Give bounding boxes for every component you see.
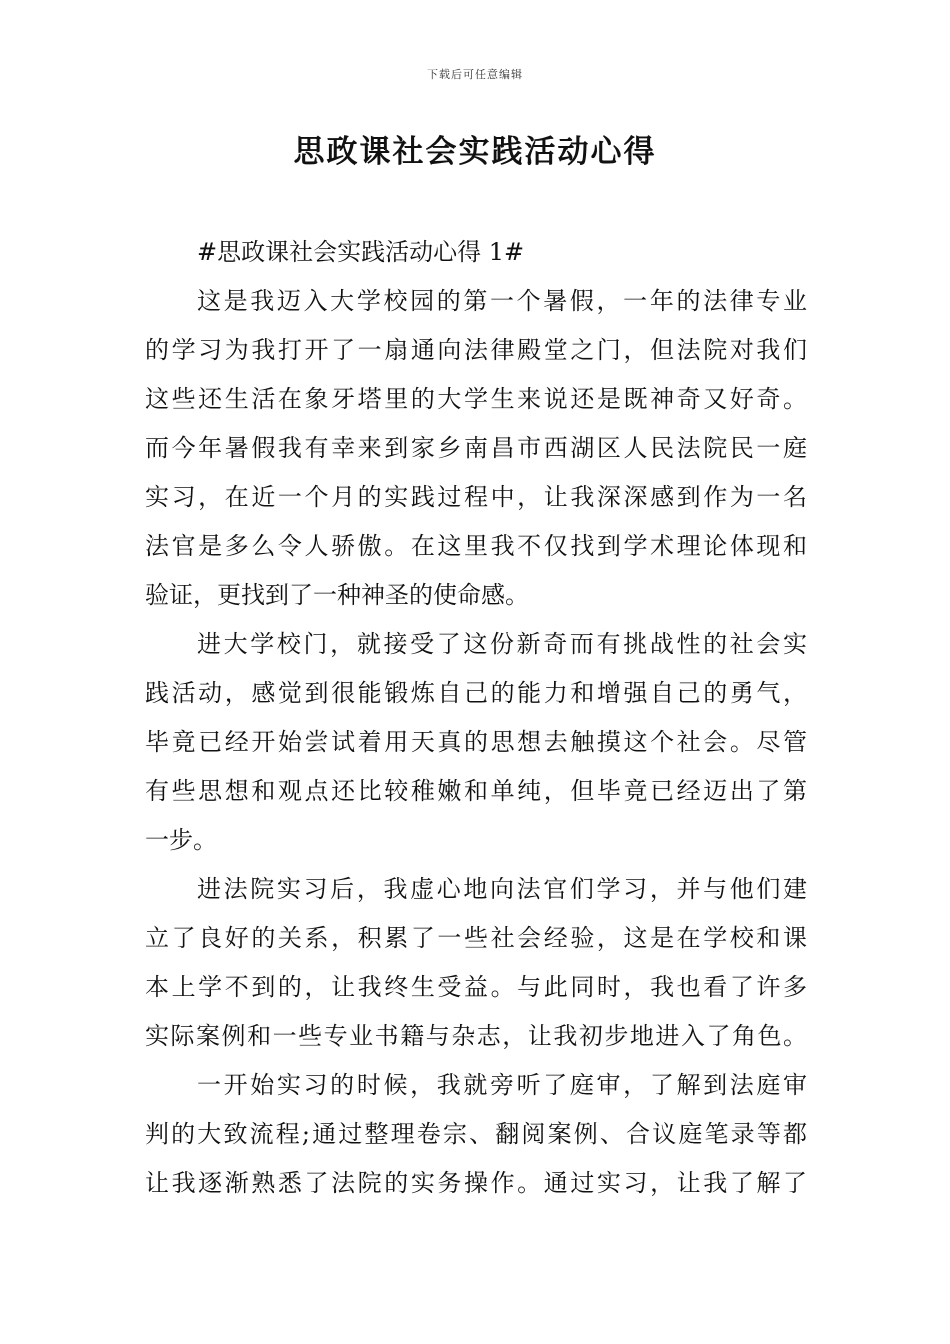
- paragraph-line: 实际案例和一些专业书籍与杂志，让我初步地进入了角色。: [145, 1022, 807, 1050]
- header-note: 下载后可任意编辑: [427, 68, 523, 81]
- paragraph-line: 法官是多么令人骄傲。在这里我不仅找到学术理论体现和: [145, 532, 807, 560]
- paragraph-line: 践活动，感觉到很能锻炼自己的能力和增强自己的勇气，: [145, 679, 807, 707]
- paragraph-line: 有些思想和观点还比较稚嫩和单纯，但毕竟已经迈出了第: [145, 777, 807, 805]
- document-title: 思政课社会实践活动心得: [293, 134, 657, 170]
- paragraph-line: 判的大致流程;通过整理卷宗、翻阅案例、合议庭笔录等都: [145, 1120, 807, 1148]
- paragraph: [145, 1061, 807, 1208]
- paragraph-line: 这是我迈入大学校园的第一个暑假，一年的法律专业: [197, 287, 807, 315]
- paragraph: [145, 620, 807, 865]
- paragraph-line: 的学习为我打开了一扇通向法律殿堂之门，但法院对我们: [145, 336, 807, 364]
- paragraph-line: 毕竟已经开始尝试着用天真的思想去触摸这个社会。尽管: [145, 728, 807, 756]
- paragraph-line: 实习，在近一个月的实践过程中，让我深深感到作为一名: [145, 483, 807, 511]
- paragraph-line: 这些还生活在象牙塔里的大学生来说还是既神奇又好奇。: [145, 385, 807, 413]
- document-body: [145, 228, 807, 1208]
- paragraph-line: 本上学不到的，让我终生受益。与此同时，我也看了许多: [145, 973, 807, 1001]
- paragraph-line: 验证，更找到了一种神圣的使命感。: [145, 581, 529, 609]
- paragraph-line: 一开始实习的时候，我就旁听了庭审，了解到法庭审: [197, 1071, 807, 1099]
- paragraph-line: 立了良好的关系，积累了一些社会经验，这是在学校和课: [145, 924, 807, 952]
- paragraph: [145, 277, 807, 620]
- section-heading: #思政课社会实践活动心得 1#: [197, 238, 525, 266]
- paragraph-line: 让我逐渐熟悉了法院的实务操作。通过实习，让我了解了: [145, 1169, 807, 1197]
- paragraph-line: 一步。: [145, 826, 217, 854]
- paragraph-line: 进大学校门，就接受了这份新奇而有挑战性的社会实: [197, 630, 807, 658]
- paragraph-line: 而今年暑假我有幸来到家乡南昌市西湖区人民法院民一庭: [145, 434, 807, 462]
- paragraph: [145, 865, 807, 1061]
- paragraph-line: 进法院实习后，我虚心地向法官们学习，并与他们建: [197, 875, 807, 903]
